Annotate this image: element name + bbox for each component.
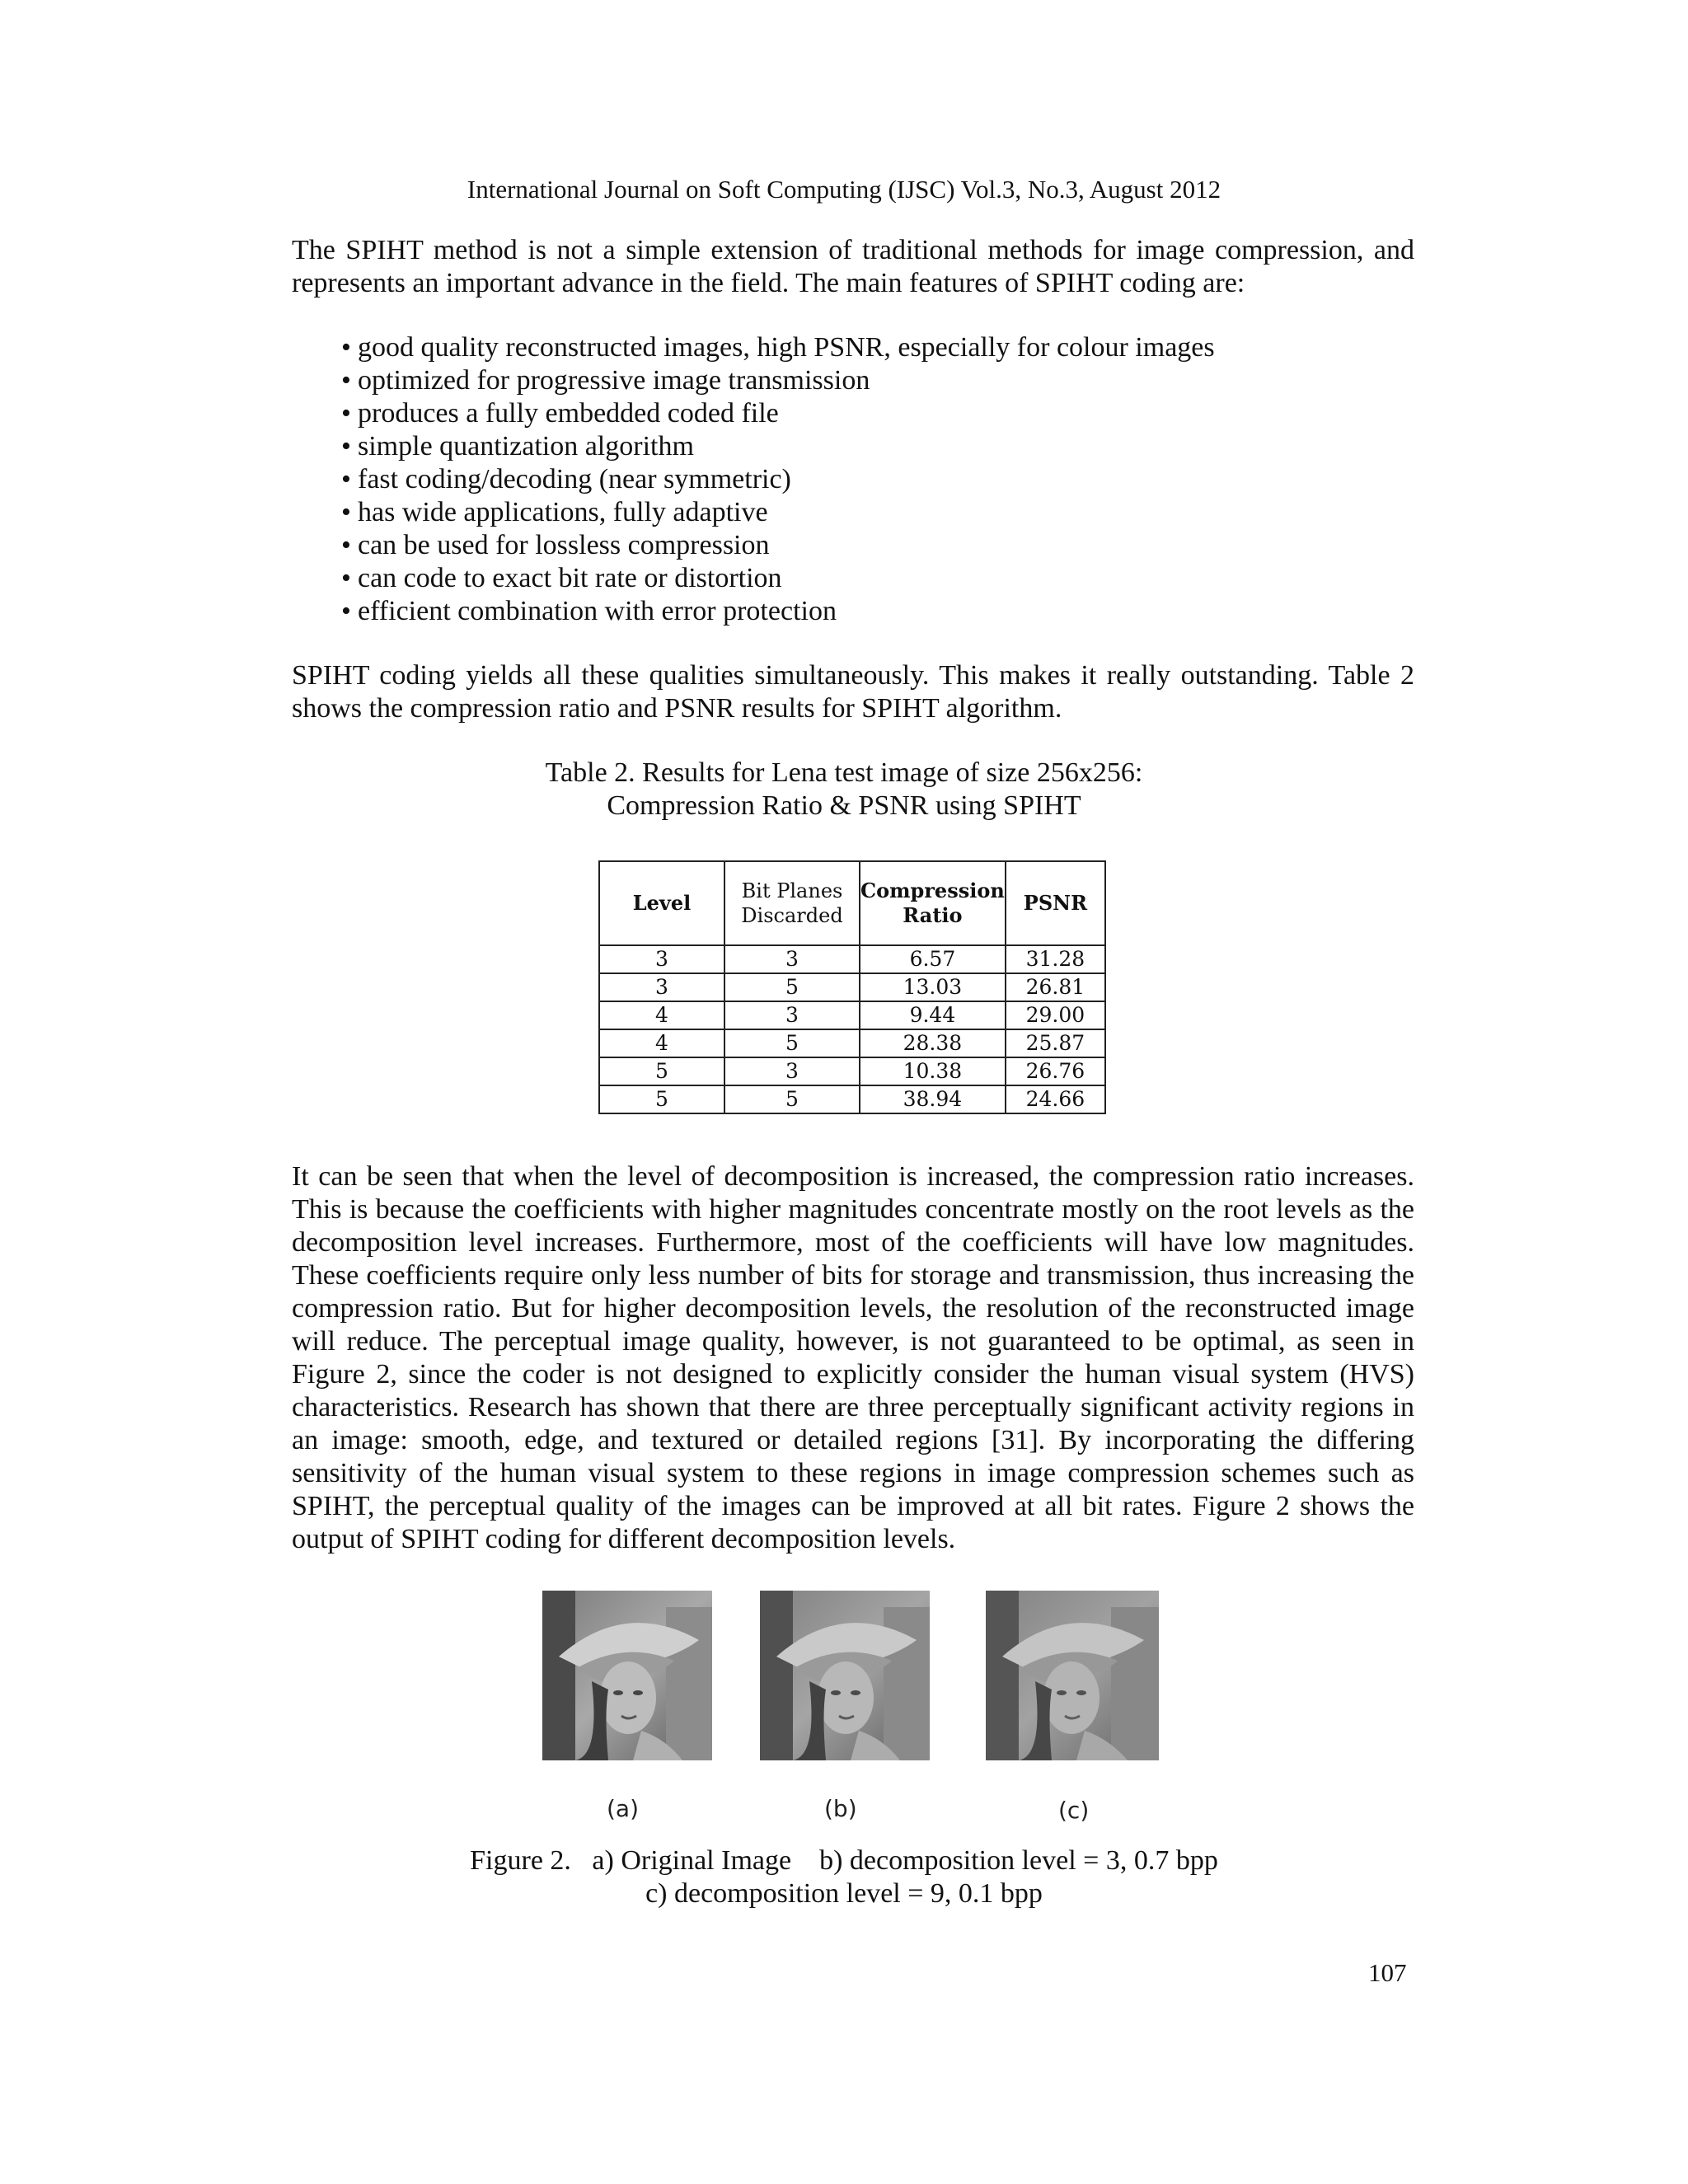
header-bit-planes: Bit Planes Discarded [724,861,860,945]
feature-list [341,331,1215,628]
cell-bit-planes: 5 [724,1029,860,1057]
figure-caption-line-1: Figure 2. a) Original Image b) decomposition level = 3, 0.7 bpp [470,1845,1218,1876]
table-row [599,1029,1105,1057]
cell-compression: 13.03 [860,973,1006,1001]
table-row [599,1001,1105,1029]
cell-compression: 6.57 [860,945,1006,973]
list-item [341,463,1215,496]
cell-psnr: 29.00 [1006,1001,1105,1029]
cell-level: 3 [599,973,724,1001]
cell-psnr: 24.66 [1006,1085,1105,1113]
list-item-text: good quality reconstructed images, high PSNR, especially for colour images [358,332,1215,363]
header-compression-ratio: Compression Ratio [860,861,1006,945]
list-item-text: can be used for lossless compression [358,530,770,560]
table-row [599,973,1105,1001]
figure-2 [0,1591,1688,1764]
cell-compression: 10.38 [860,1057,1006,1085]
table-caption-line-2: Compression Ratio & PSNR using SPIHT [607,790,1081,821]
figure-image-c [986,1591,1156,1760]
list-item-text: simple quantization algorithm [358,431,694,462]
table-row [599,1085,1105,1113]
list-item-text: produces a fully embedded coded file [358,398,779,429]
table-row [599,945,1105,973]
list-item-text: has wide applications, fully adaptive [358,497,768,527]
list-item [341,430,1215,463]
intro-paragraph: The SPIHT method is not a simple extension of traditional methods for image compression, and represents an important advance in the field. The main features of SPIHT coding are: [292,235,1414,298]
cell-compression: 38.94 [860,1085,1006,1113]
discussion-paragraph: It can be seen that when the level of decomposition is increased, the compression ratio increases. This is because the coefficients with higher magnitudes concentrate mostly on the root levels as the decomposition level increases. Furthermore, most of the coefficients will have low magnitudes. These coefficients require only less number of bits for storage and transmission, thus increasing the compression ratio. But for higher decomposition levels, the resolution of the reconstructed image will reduce. The perceptual image quality, however, is not guaranteed to be optimal, as seen in Figure 2, since the coder is not designed to explicitly consider the human visual system (HVS) characteristics. Research has shown that there are three perceptually significant activity regions in an image: smooth, edge, and textured or detailed regions [31]. By incorporating the differing sensitivity of the human visual system to these regions in image compression schemes such as SPIHT, the perceptual quality of the images can be improved at all bit rates. Figure 2 shows the output of SPIHT coding for different decomposition levels. [292,1161,1414,1554]
cell-bit-planes: 3 [724,1057,860,1085]
cell-psnr: 31.28 [1006,945,1105,973]
figure-image-b [760,1591,930,1760]
cell-level: 3 [599,945,724,973]
list-item [341,562,1215,595]
list-item [341,529,1215,562]
page-number: 107 [1368,1958,1407,1987]
header-psnr: PSNR [1006,861,1105,945]
cell-level: 5 [599,1085,724,1113]
running-header: International Journal on Soft Computing (IJSC) Vol.3, No.3, August 2012 [467,175,1221,204]
figure-label-a: (a) [607,1795,640,1822]
summary-paragraph: SPIHT coding yields all these qualities simultaneously. This makes it really outstanding. Table 2 shows the compression ratio and PSNR results for SPIHT algorithm. [292,660,1414,724]
list-item [341,397,1215,430]
figure-caption-line-2: c) decomposition level = 9, 0.1 bpp [645,1878,1043,1909]
list-item-text: efficient combination with error protection [358,596,837,626]
table-caption [0,757,1688,823]
cell-psnr: 26.81 [1006,973,1105,1001]
cell-compression: 9.44 [860,1001,1006,1029]
list-item-text: can code to exact bit rate or distortion [358,563,782,593]
list-item-text: fast coding/decoding (near symmetric) [358,464,791,494]
list-item [341,595,1215,628]
list-item [341,496,1215,529]
figure-image-a [542,1591,712,1760]
cell-bit-planes: 3 [724,1001,860,1029]
cell-bit-planes: 5 [724,973,860,1001]
cell-level: 5 [599,1057,724,1085]
cell-psnr: 26.76 [1006,1057,1105,1085]
table-header-row [599,861,1105,945]
table-caption-line-1: Table 2. Results for Lena test image of size 256x256: [545,757,1143,788]
cell-level: 4 [599,1029,724,1057]
figure-label-b: (b) [824,1795,857,1822]
figure-label-c: (c) [1058,1797,1090,1824]
results-table [598,860,1106,1114]
header-level: Level [599,861,724,945]
figure-caption [0,1844,1688,1910]
cell-bit-planes: 5 [724,1085,860,1113]
list-item [341,364,1215,397]
cell-bit-planes: 3 [724,945,860,973]
cell-psnr: 25.87 [1006,1029,1105,1057]
list-item-text: optimized for progressive image transmission [358,365,870,396]
list-item [341,331,1215,364]
cell-level: 4 [599,1001,724,1029]
table-row [599,1057,1105,1085]
cell-compression: 28.38 [860,1029,1006,1057]
